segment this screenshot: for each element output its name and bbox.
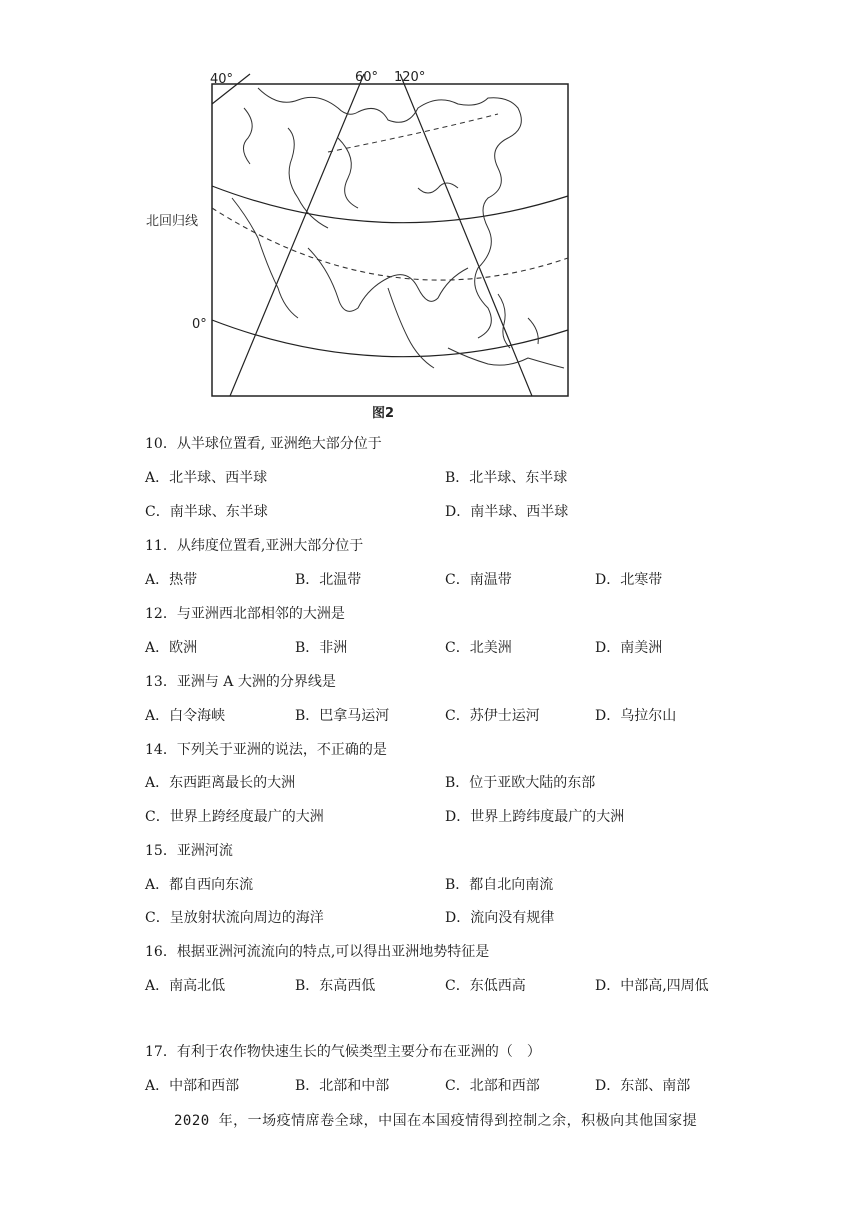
meridian-60 xyxy=(230,74,364,396)
label-equator: 0° xyxy=(192,317,207,332)
q16-option-a[interactable]: A．南高北低 xyxy=(145,978,226,994)
q10-option-d[interactable]: D．南半球、西半球 xyxy=(445,504,569,520)
q14-option-d[interactable]: D．世界上跨纬度最广的大洲 xyxy=(445,809,625,825)
q12-option-a[interactable]: A．欧洲 xyxy=(145,640,198,656)
q15-option-c[interactable]: C．呈放射状流向周边的海洋 xyxy=(145,910,324,926)
question-11: 11．从纬度位置看,亚洲大部分位于 xyxy=(145,538,364,554)
q12-option-d[interactable]: D．南美洲 xyxy=(595,640,663,656)
equator-line xyxy=(212,320,568,357)
q17-option-b[interactable]: B．北部和中部 xyxy=(295,1078,390,1094)
q16-option-c[interactable]: C．东低西高 xyxy=(445,978,526,994)
coastlines xyxy=(232,88,564,368)
q17-option-d[interactable]: D．东部、南部 xyxy=(595,1078,691,1094)
q17-option-c[interactable]: C．北部和西部 xyxy=(445,1078,540,1094)
asia-map-figure xyxy=(146,68,580,424)
q13-option-d[interactable]: D．乌拉尔山 xyxy=(595,708,677,724)
q16-option-b[interactable]: B．东高西低 xyxy=(295,978,376,994)
q10-option-c[interactable]: C．南半球、东半球 xyxy=(145,504,268,520)
question-10: 10．从半球位置看, 亚洲绝大部分位于 xyxy=(145,436,382,452)
q14-option-b[interactable]: B．位于亚欧大陆的东部 xyxy=(445,775,596,791)
asia-map xyxy=(188,68,580,424)
label-lon40: 40° xyxy=(210,72,234,87)
question-17: 17．有利于农作物快速生长的气候类型主要分布在亚洲的（ ） xyxy=(145,1044,541,1060)
question-16: 16．根据亚洲河流流向的特点,可以得出亚洲地势特征是 xyxy=(145,944,490,960)
q14-option-c[interactable]: C．世界上跨经度最广的大洲 xyxy=(145,809,324,825)
q11-option-a[interactable]: A．热带 xyxy=(145,572,198,588)
q15-option-b[interactable]: B．都自北向南流 xyxy=(445,877,554,893)
q11-option-b[interactable]: B．北温带 xyxy=(295,572,362,588)
q10-option-b[interactable]: B．北半球、东半球 xyxy=(445,470,568,486)
q13-option-b[interactable]: B．巴拿马运河 xyxy=(295,708,390,724)
label-lon120: 120° xyxy=(394,70,426,85)
passage-text: 2020 年，一场疫情席卷全球，中国在本国疫情得到控制之余，积极向其他国家提 xyxy=(174,1113,698,1129)
question-12: 12．与亚洲西北部相邻的大洲是 xyxy=(145,606,345,622)
question-14: 14．下列关于亚洲的说法，不正确的是 xyxy=(145,742,387,758)
q15-option-a[interactable]: A．都自西向东流 xyxy=(145,877,254,893)
q11-option-d[interactable]: D．北寒带 xyxy=(595,572,663,588)
label-lon60: 60° xyxy=(355,70,379,85)
q13-option-a[interactable]: A．白令海峡 xyxy=(145,708,226,724)
q12-option-c[interactable]: C．北美洲 xyxy=(445,640,512,656)
q17-option-a[interactable]: A．中部和西部 xyxy=(145,1078,240,1094)
tropic-line xyxy=(212,208,568,280)
label-tropic: 北回归线 xyxy=(146,214,199,229)
meridian-120 xyxy=(400,74,532,396)
map-frame xyxy=(212,84,568,396)
q13-option-c[interactable]: C．苏伊士运河 xyxy=(445,708,540,724)
figure-caption: 图2 xyxy=(372,406,395,421)
parallel-upper xyxy=(212,186,568,223)
q15-option-d[interactable]: D．流向没有规律 xyxy=(445,910,555,926)
question-13: 13．亚洲与 A 大洲的分界线是 xyxy=(145,674,336,690)
arctic-circle xyxy=(328,114,498,152)
q14-option-a[interactable]: A．东西距离最长的大洲 xyxy=(145,775,296,791)
q16-option-d[interactable]: D．中部高,四周低 xyxy=(595,978,709,994)
question-15: 15．亚洲河流 xyxy=(145,843,233,859)
q10-option-a[interactable]: A．北半球、西半球 xyxy=(145,470,268,486)
q12-option-b[interactable]: B．非洲 xyxy=(295,640,348,656)
q11-option-c[interactable]: C．南温带 xyxy=(445,572,512,588)
